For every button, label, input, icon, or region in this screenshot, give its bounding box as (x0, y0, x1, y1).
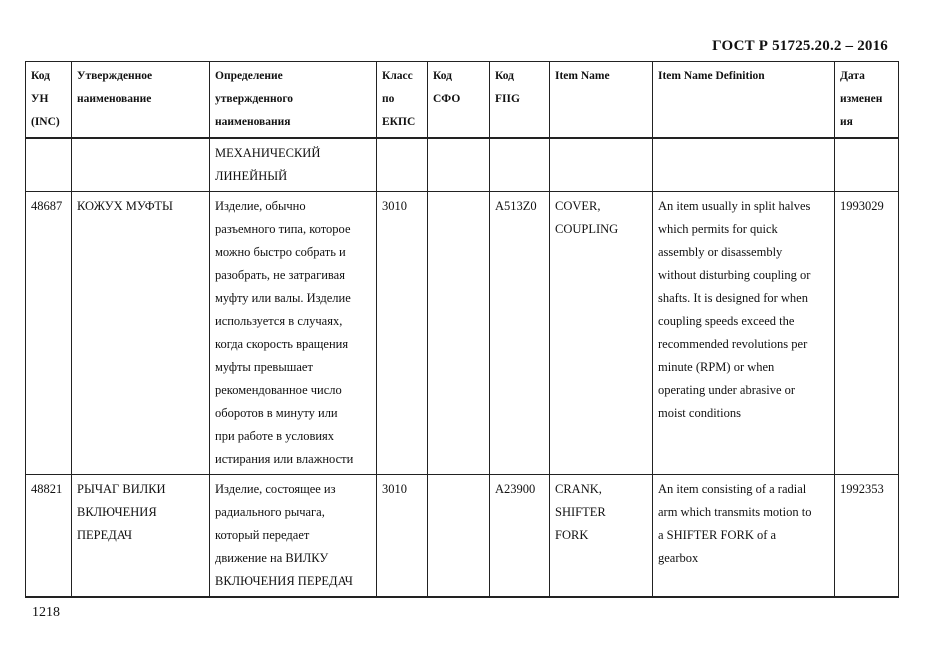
cell-date: 1992353 (835, 475, 899, 598)
col-header-fiig: Код FIIG (490, 62, 550, 139)
col-header-class: Класс по ЕКПС (377, 62, 428, 139)
cell-fiig: A23900 (490, 475, 550, 598)
cell-item-name: COVER, COUPLING (550, 192, 653, 475)
cell-definition: МЕХАНИЧЕСКИЙ ЛИНЕЙНЫЙ (210, 138, 377, 192)
cell-date: 1993029 (835, 192, 899, 475)
table-row (26, 192, 899, 475)
cell-fiig: A513Z0 (490, 192, 550, 475)
cell-sfo (428, 192, 490, 475)
cell-sfo (428, 475, 490, 598)
page-number: 1218 (32, 605, 60, 620)
cell-inc: 48821 (26, 475, 72, 598)
document-code: ГОСТ Р 51725.20.2 – 2016 (712, 38, 888, 54)
cell-item-definition: An item usually in split halves which permits for quick assembly or disassembly without disturbing coupling or shafts. It is designed for when coupling speeds exceed the recommended revolutions per minute (RPM) or when operating under abrasive or moist conditions (653, 192, 835, 475)
table-header-row (26, 62, 899, 139)
cell-fiig (490, 138, 550, 192)
cell-approved-name: КОЖУХ МУФТЫ (72, 192, 210, 475)
cell-class (377, 138, 428, 192)
table-row (26, 138, 899, 192)
cell-definition: Изделие, обычно разъемного типа, которое можно быстро собрать и разобрать, не затрагивая муфту или валы. Изделие используется в случаях, когда скорость вращения муфты превышает рекомендованное число оборотов в минуту или при работе в условиях истирания или влажности (210, 192, 377, 475)
item-names-table (25, 61, 899, 598)
col-header-inc: Код УН (INC) (26, 62, 72, 139)
col-header-item-name: Item Name (550, 62, 653, 139)
cell-class: 3010 (377, 475, 428, 598)
cell-inc (26, 138, 72, 192)
cell-item-definition: An item consisting of a radial arm which transmits motion to a SHIFTER FORK of a gearbox (653, 475, 835, 598)
col-header-date: Дата изменен ия (835, 62, 899, 139)
col-header-approved-name: Утвержденное наименование (72, 62, 210, 139)
cell-approved-name (72, 138, 210, 192)
table-row (26, 475, 899, 598)
col-header-sfo: Код СФО (428, 62, 490, 139)
cell-item-definition (653, 138, 835, 192)
cell-item-name (550, 138, 653, 192)
cell-date (835, 138, 899, 192)
cell-item-name: CRANK, SHIFTER FORK (550, 475, 653, 598)
cell-approved-name: РЫЧАГ ВИЛКИ ВКЛЮЧЕНИЯ ПЕРЕДАЧ (72, 475, 210, 598)
col-header-item-definition: Item Name Definition (653, 62, 835, 139)
cell-inc: 48687 (26, 192, 72, 475)
cell-class: 3010 (377, 192, 428, 475)
col-header-definition: Определение утвержденного наименования (210, 62, 377, 139)
cell-definition: Изделие, состоящее из радиального рычага, который передает движение на ВИЛКУ ВКЛЮЧЕНИЯ ПЕРЕДАЧ (210, 475, 377, 598)
cell-sfo (428, 138, 490, 192)
